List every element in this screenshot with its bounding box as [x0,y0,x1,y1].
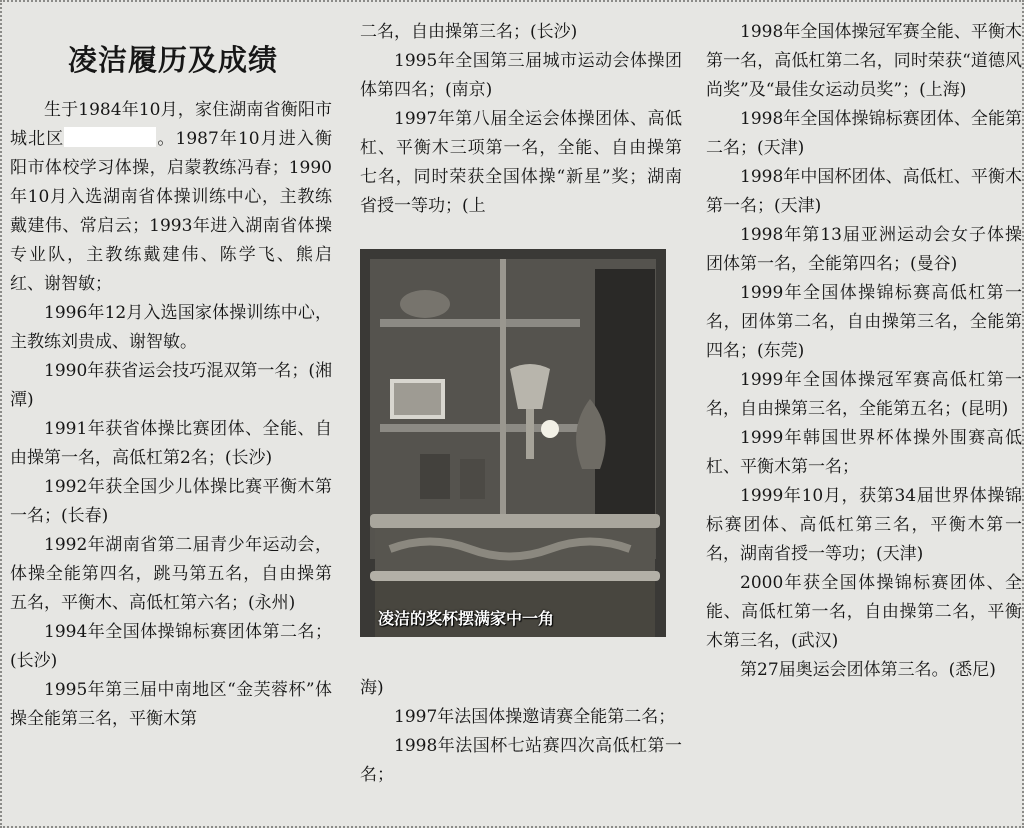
record-1992-b: 1992年湖南省第二届青少年运动会，体操全能第四名，跳马第五名，自由操第五名，平衡木、高低杠第六名；(永州) [10,535,332,613]
photo-caption: 凌洁的奖杯摆满家中一角 [378,609,555,628]
column-right [706,2,1022,826]
left-column-text [10,96,332,734]
record-1995-b: 1995年全国第三届城市运动会体操团体第四名；(南京) [360,51,682,100]
record-1999-a: 1999年全国体操锦标赛高低杠第一名，团体第二名，自由操第三名，全能第四名；(东莞) [706,283,1022,361]
record-1997-b: 1997年法国体操邀请赛全能第二名； [394,707,676,727]
record-1998-e: 1998年第13届亚洲运动会女子体操团体第一名，全能第四名；(曼谷) [706,225,1022,274]
right-column-text [706,18,1022,685]
record-1990: 1990年获省运会技巧混双第一名；(湘潭) [10,361,332,410]
record-1998-b: 1998年全国体操冠军赛全能、平衡木第一名，高低杠第二名，同时荣获“道德风尚奖”及“最佳女运动员奖”；(上海) [706,22,1022,100]
record-1995-a-cont: 二名，自由操第三名；(长沙) [360,22,578,42]
column-left [10,2,332,826]
record-1992-a: 1992年获全国少儿体操比赛平衡木第一名；(长春) [10,477,332,526]
bio-text-start: 生于1984年10月，家住湖南省衡阳市城北区 [10,100,332,149]
record-1995-a: 1995年第三届中南地区“金芙蓉杯”体操全能第三名，平衡木第 [10,680,332,729]
redacted-block [64,127,156,147]
trophy-shelf-image [360,249,666,637]
record-1999-c: 1999年韩国世界杯体操外围赛高低杠、平衡木第一名； [706,428,1022,477]
bio-paragraph [10,96,332,299]
record-1998-a: 1998年法国杯七站赛四次高低杠第一名； [360,736,682,785]
record-1997-a: 1997年第八届全运会体操团体、高低杠、平衡木三项第一名，全能、自由操第七名，同时荣获全国体操“新星”奖；湖南省授一等功；(上 [360,109,682,216]
record-2000-b: 第27届奥运会团体第三名。(悉尼) [740,660,996,680]
record-1991: 1991年获省体操比赛团体、全能、自由操第一名，高低杠第2名；(长沙) [10,419,332,468]
article-title: 凌洁履历及成绩 [68,43,279,77]
middle-column-text-upper [360,18,682,221]
bio-text-rest: 。1987年10月进入衡阳市体校学习体操，启蒙教练冯春；1990年10月入选湖南省体操训练中心，主教练戴建伟、常启云；1993年进入湖南省体操专业队，主教练戴建伟、陈学飞、熊启红、谢智敏； [10,129,333,294]
record-1999-d: 1999年10月，获第34届世界体操锦标赛团体、高低杠第三名，平衡木第一名，湖南省授一等功；(天津) [706,486,1022,564]
trophy-photo [360,249,666,637]
record-1997-a-cont: 海) [360,678,384,698]
record-1998-d: 1998年中国杯团体、高低杠、平衡木第一名；(天津) [706,167,1022,216]
middle-column-text-lower [360,674,682,790]
record-1999-b: 1999年全国体操冠军赛高低杠第一名，自由操第三名，全能第五名；(昆明) [706,370,1022,419]
career-paragraph: 1996年12月入选国家体操训练中心，主教练刘贵成、谢智敏。 [10,303,332,352]
record-1998-c: 1998年全国体操锦标赛团体、全能第二名；(天津) [706,109,1022,158]
record-1994: 1994年全国体操锦标赛团体第二名；(长沙) [10,622,332,671]
record-2000-a: 2000年获全国体操锦标赛团体、全能、高低杠第一名，自由操第二名，平衡木第三名，(武汉) [706,573,1022,651]
